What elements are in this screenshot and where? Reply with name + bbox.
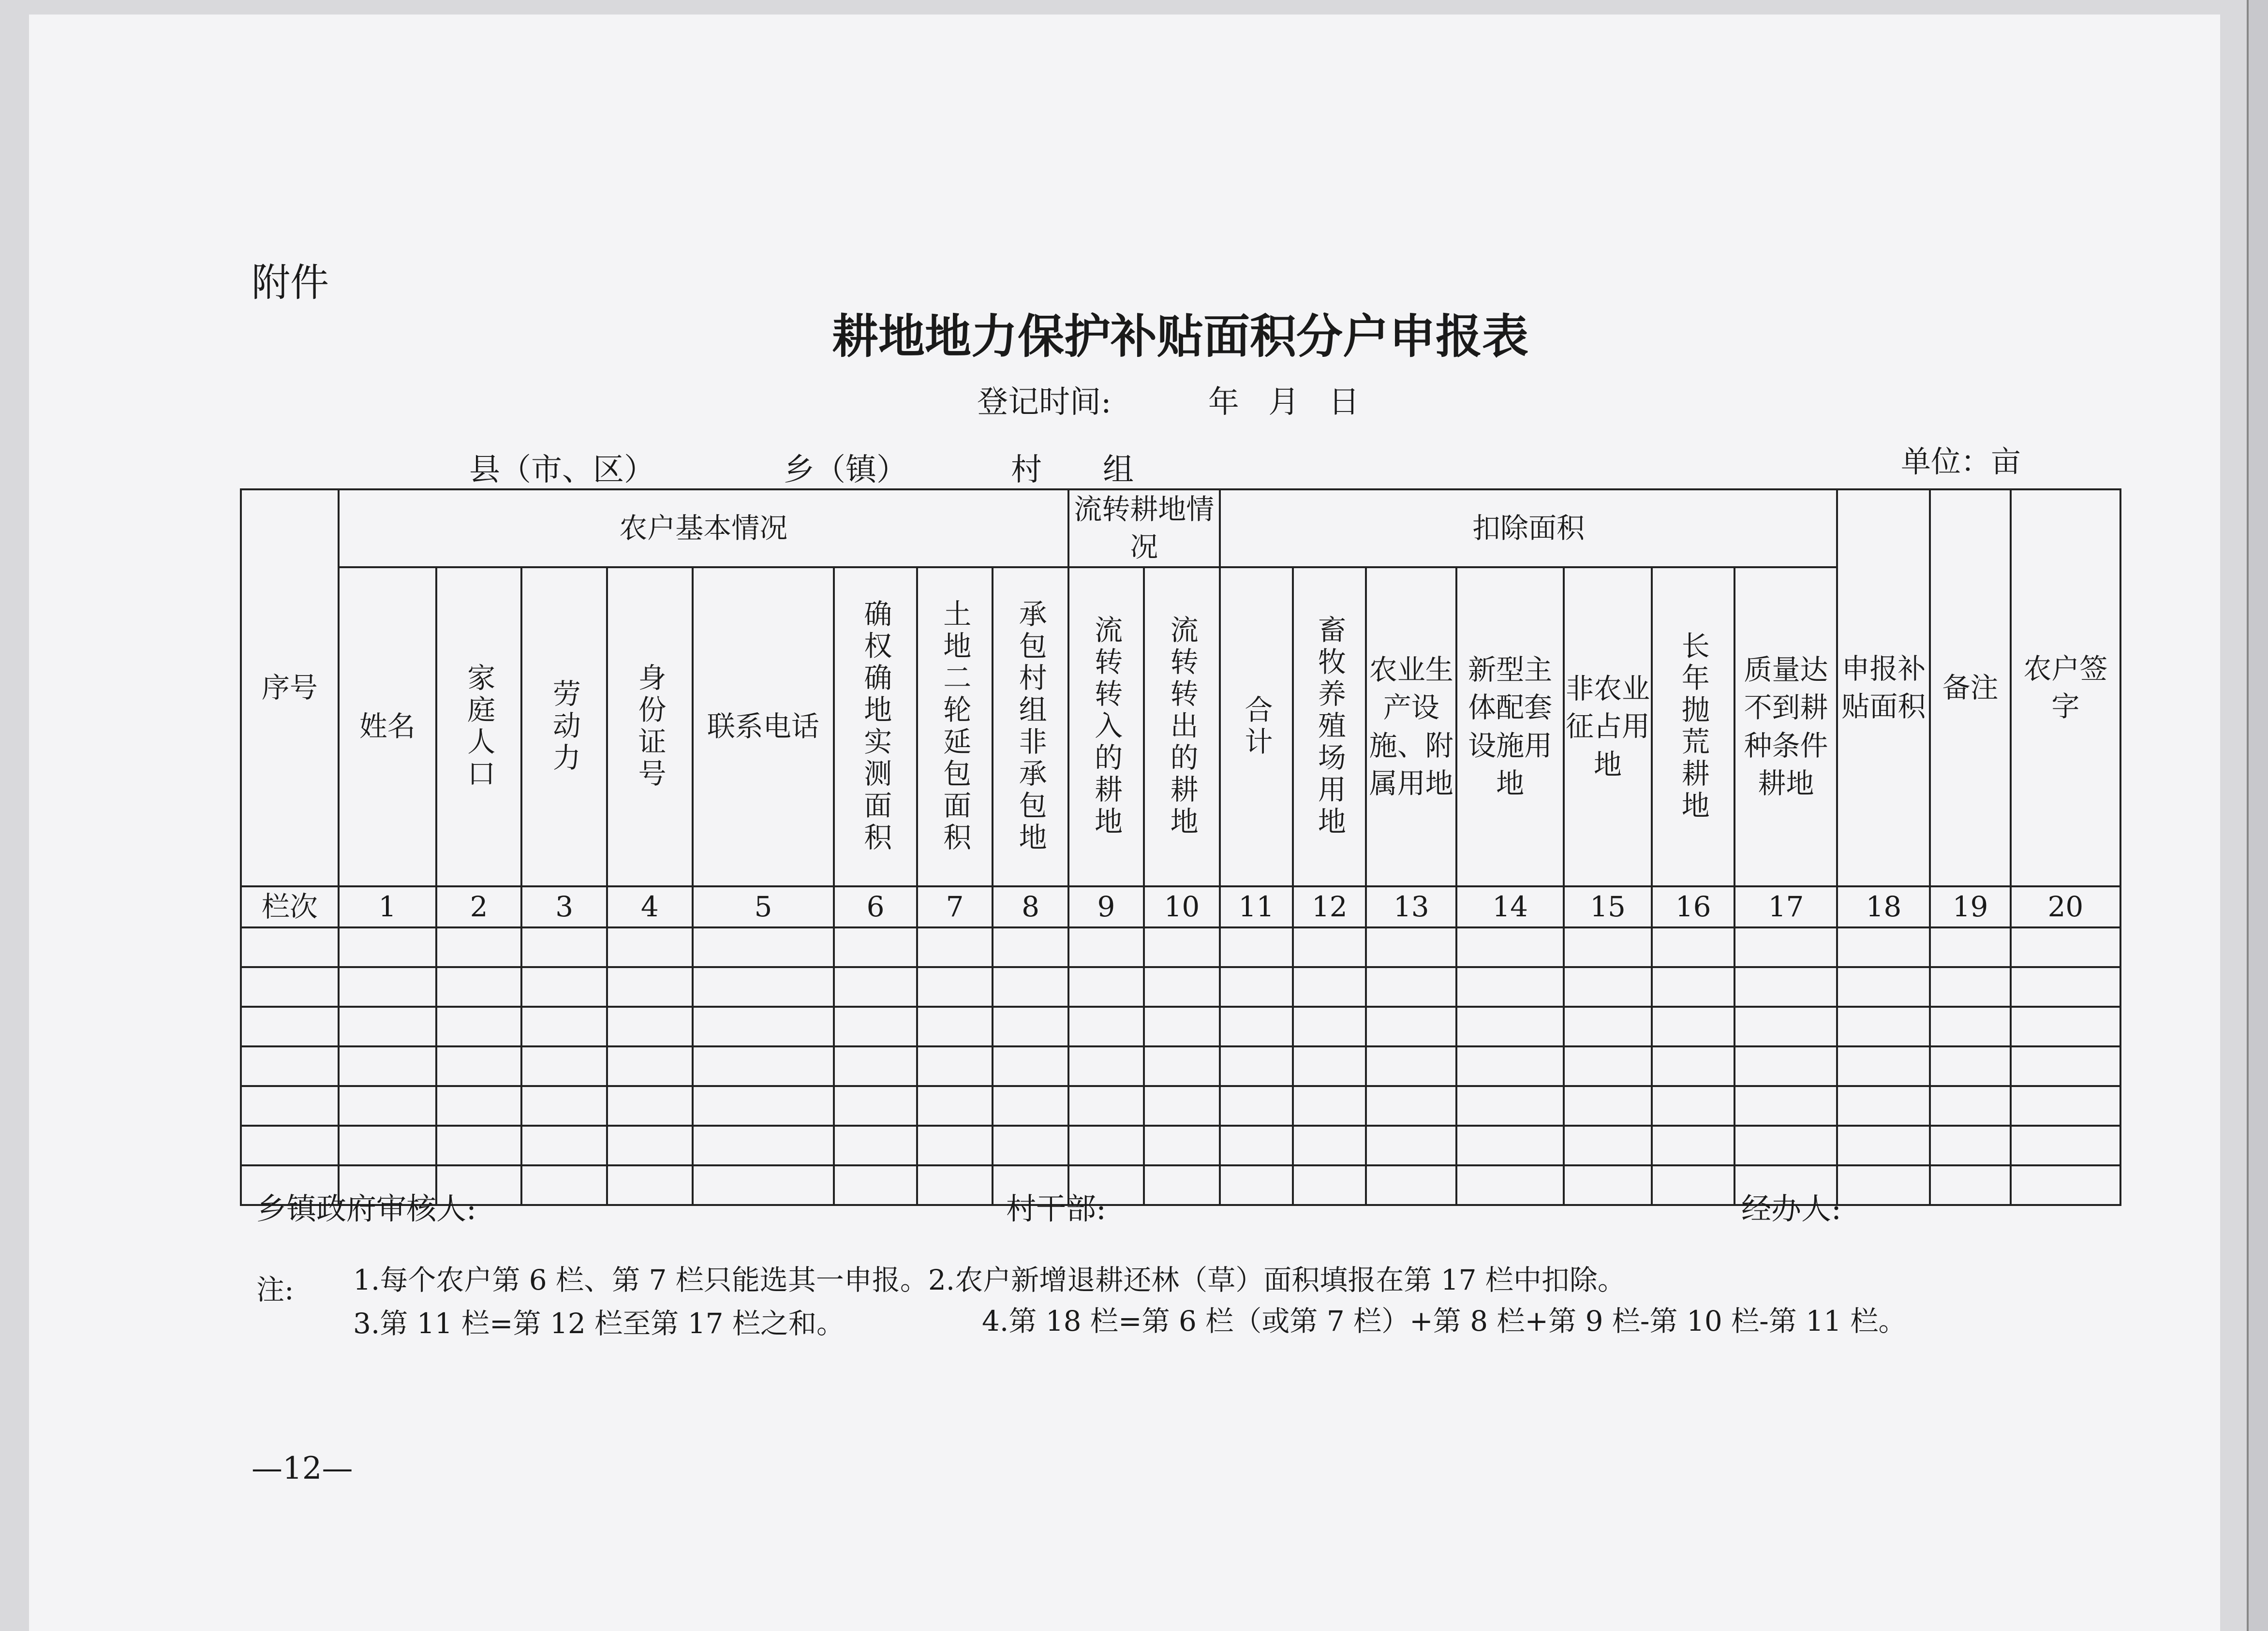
header-c16: 长年抛荒耕地 (1652, 567, 1735, 886)
table-cell (1293, 1046, 1366, 1086)
table-cell (1068, 1086, 1144, 1126)
township-label: 乡（镇） (784, 452, 907, 488)
table-cell (1144, 1165, 1219, 1205)
table-cell (1366, 1165, 1456, 1205)
table-cell (1366, 1126, 1456, 1165)
header-id: 身份证号 (607, 567, 693, 886)
header-name: 姓名 (339, 567, 436, 886)
table-cell (917, 1046, 993, 1086)
table-cell (1366, 1046, 1456, 1086)
table-cell (607, 967, 693, 1007)
table-cell (1220, 967, 1293, 1007)
table-cell (339, 1007, 436, 1046)
column-number: 4 (607, 886, 693, 927)
table-cell (1144, 1007, 1219, 1046)
table-cell (1456, 1046, 1564, 1086)
column-number: 7 (917, 886, 993, 927)
table-cell (1652, 1126, 1735, 1165)
register-month: 月 (1268, 384, 1300, 420)
table-cell (1456, 1086, 1564, 1126)
table-cell (1564, 1046, 1652, 1086)
header-c20: 农户签字 (2011, 489, 2120, 886)
table-cell (241, 1126, 339, 1165)
table-cell (436, 1007, 522, 1046)
table-cell (1652, 927, 1735, 967)
column-number: 6 (834, 886, 917, 927)
header-c14: 新型主体配套设施用地 (1456, 567, 1564, 886)
table-cell (1734, 967, 1837, 1007)
column-number: 20 (2011, 886, 2120, 927)
table-cell (339, 967, 436, 1007)
table-cell (1068, 1046, 1144, 1086)
table-cell (607, 1126, 693, 1165)
column-number: 17 (1734, 886, 1837, 927)
group-header-transfer: 流转耕地情况 (1068, 489, 1220, 567)
header-phone: 联系电话 (693, 567, 834, 886)
table-cell (1068, 1126, 1144, 1165)
table-cell (1837, 1086, 1930, 1126)
table-cell (607, 1086, 693, 1126)
table-cell (521, 967, 607, 1007)
table-cell (1220, 927, 1293, 967)
table-cell (2011, 967, 2120, 1007)
table-cell (1144, 927, 1219, 967)
group-label: 组 (1103, 452, 1134, 488)
table-cell (339, 1086, 436, 1126)
village-label: 村 (1011, 452, 1042, 488)
table-cell (1366, 1086, 1456, 1126)
column-number: 14 (1456, 886, 1564, 927)
table-cell (1564, 967, 1652, 1007)
table-cell (1068, 1007, 1144, 1046)
header-family: 家庭人口 (436, 567, 522, 886)
village-cadre-label: 村干部: (1006, 1191, 1106, 1226)
table-cell (1293, 1086, 1366, 1126)
table-cell (693, 1165, 834, 1205)
table-cell (1930, 1086, 2011, 1126)
table-cell (2011, 927, 2120, 967)
table-cell (521, 1165, 607, 1205)
column-number: 3 (521, 886, 607, 927)
table-cell (1734, 927, 1837, 967)
table-cell (917, 967, 993, 1007)
table-row (241, 927, 2120, 967)
table-cell (1652, 1165, 1735, 1205)
table-cell (917, 1126, 993, 1165)
table-cell (917, 1086, 993, 1126)
table-cell (1837, 967, 1930, 1007)
table-cell (1652, 1007, 1735, 1046)
group-header-basic: 农户基本情况 (339, 489, 1068, 567)
table-cell (1144, 1126, 1219, 1165)
page-edge (2247, 0, 2268, 1631)
table-cell (834, 1086, 917, 1126)
column-number: 10 (1144, 886, 1219, 927)
column-number: 12 (1293, 886, 1366, 927)
table-cell (436, 967, 522, 1007)
table-cell (1930, 967, 2011, 1007)
register-year: 年 (1208, 384, 1239, 420)
table-row (241, 1046, 2120, 1086)
table-cell (834, 1165, 917, 1205)
column-number: 11 (1220, 886, 1293, 927)
table-cell (607, 927, 693, 967)
table-cell (521, 927, 607, 967)
table-cell (834, 1046, 917, 1086)
township-reviewer-label: 乡镇政府审核人: (256, 1191, 476, 1226)
table-cell (1734, 1046, 1837, 1086)
table-cell (1564, 1126, 1652, 1165)
table-cell (1293, 1165, 1366, 1205)
column-number: 1 (339, 886, 436, 927)
table-cell (1456, 927, 1564, 967)
table-cell (993, 967, 1068, 1007)
table-cell (693, 1046, 834, 1086)
table-cell (1837, 1126, 1930, 1165)
table-cell (1293, 967, 1366, 1007)
header-labor: 劳动力 (521, 567, 607, 886)
table-cell (1366, 1007, 1456, 1046)
table-cell (1220, 1046, 1293, 1086)
blank-rows (241, 927, 2120, 1205)
table-cell (521, 1126, 607, 1165)
table-cell (1564, 927, 1652, 967)
table-cell (693, 1126, 834, 1165)
column-number-label: 栏次 (241, 886, 339, 927)
handler-label: 经办人: (1741, 1191, 1841, 1226)
header-c15: 非农业征占用地 (1564, 567, 1652, 886)
table-cell (1068, 927, 1144, 967)
table-cell (1930, 1126, 2011, 1165)
table-cell (1456, 1126, 1564, 1165)
table-cell (1930, 1007, 2011, 1046)
table-cell (1734, 1086, 1837, 1126)
column-number: 2 (436, 886, 522, 927)
table-cell (1456, 967, 1564, 1007)
table-cell (1564, 1165, 1652, 1205)
register-time-label: 登记时间: (977, 384, 1112, 420)
table-cell (1734, 1007, 1837, 1046)
table-row (241, 1086, 2120, 1126)
note-line-2a: 3.第 11 栏=第 12 栏至第 17 栏之和。 (353, 1307, 845, 1340)
table-row (241, 1126, 2120, 1165)
table-cell (993, 927, 1068, 967)
table-cell (436, 1126, 522, 1165)
table-cell (1930, 927, 2011, 967)
table-cell (521, 1086, 607, 1126)
page-title: 耕地地力保护补贴面积分户申报表 (832, 309, 1528, 364)
header-c7: 土地二轮延包面积 (917, 567, 993, 886)
table-cell (1366, 967, 1456, 1007)
table-cell (1930, 1046, 2011, 1086)
table-cell (1144, 1046, 1219, 1086)
table-cell (1220, 1086, 1293, 1126)
column-number-row (241, 886, 2120, 927)
table-cell (693, 1086, 834, 1126)
note-line-1: 1.每个农户第 6 栏、第 7 栏只能选其一申报。2.农户新增退耕还林（草）面积填报在第 17 栏中扣除。 (353, 1264, 1626, 1296)
column-number: 19 (1930, 886, 2011, 927)
table-cell (607, 1046, 693, 1086)
table-cell (917, 927, 993, 967)
header-c11: 合计 (1220, 567, 1293, 886)
header-c18: 申报补贴面积 (1837, 489, 1930, 886)
table-cell (1220, 1165, 1293, 1205)
declaration-table (240, 488, 2121, 1206)
group-header-deduct: 扣除面积 (1220, 489, 1838, 567)
header-c8: 承包村组非承包地 (993, 567, 1068, 886)
table-cell (834, 927, 917, 967)
table-cell (1456, 1007, 1564, 1046)
header-c19: 备注 (1930, 489, 2011, 886)
table-cell (1220, 1126, 1293, 1165)
table-cell (1652, 1086, 1735, 1126)
table-cell (1837, 1007, 1930, 1046)
table-row (241, 967, 2120, 1007)
header-c17: 质量达不到耕种条件耕地 (1734, 567, 1837, 886)
column-number: 18 (1837, 886, 1930, 927)
table-cell (241, 927, 339, 967)
unit-label: 单位：亩 (1901, 444, 2021, 479)
table-cell (1930, 1165, 2011, 1205)
column-number: 15 (1564, 886, 1652, 927)
table-cell (241, 1086, 339, 1126)
table-cell (1652, 967, 1735, 1007)
register-time (977, 377, 1379, 422)
table-cell (1293, 1007, 1366, 1046)
table-cell (241, 967, 339, 1007)
table-cell (1144, 1086, 1219, 1126)
header-c12: 畜牧养殖场用地 (1293, 567, 1366, 886)
table-cell (693, 1007, 834, 1046)
table-cell (241, 1046, 339, 1086)
table-cell (241, 1007, 339, 1046)
table-cell (2011, 1086, 2120, 1126)
table-cell (339, 1046, 436, 1086)
column-number: 16 (1652, 886, 1735, 927)
table-cell (2011, 1126, 2120, 1165)
column-number: 9 (1068, 886, 1144, 927)
table-cell (1293, 927, 1366, 967)
notes-label: 注: (256, 1273, 294, 1306)
table-cell (993, 1046, 1068, 1086)
table-cell (436, 1086, 522, 1126)
table-cell (521, 1046, 607, 1086)
table-cell (2011, 1007, 2120, 1046)
table-cell (1220, 1007, 1293, 1046)
table-cell (2011, 1165, 2120, 1205)
table-cell (1293, 1126, 1366, 1165)
note-line-2b: 4.第 18 栏=第 6 栏（或第 7 栏）+第 8 栏+第 9 栏-第 10 栏-第 11 栏。 (982, 1305, 1907, 1337)
table-cell (1734, 1126, 1837, 1165)
table-cell (993, 1086, 1068, 1126)
header-seq: 序号 (241, 489, 339, 886)
table-cell (521, 1007, 607, 1046)
table-cell (1144, 967, 1219, 1007)
table-cell (1564, 1086, 1652, 1126)
table-cell (917, 1165, 993, 1205)
attachment-label: 附件 (252, 260, 329, 305)
register-day: 日 (1328, 384, 1360, 420)
header-c9: 流转转入的耕地 (1068, 567, 1144, 886)
table-cell (1564, 1007, 1652, 1046)
table-cell (436, 1046, 522, 1086)
table-cell (834, 1126, 917, 1165)
table-cell (1837, 1165, 1930, 1205)
column-number: 8 (993, 886, 1068, 927)
header-c6: 确权确地实测面积 (834, 567, 917, 886)
column-number: 5 (693, 886, 834, 927)
table-cell (917, 1007, 993, 1046)
table-cell (2011, 1046, 2120, 1086)
table-cell (1837, 1046, 1930, 1086)
table-cell (693, 967, 834, 1007)
header-c10: 流转转出的耕地 (1144, 567, 1219, 886)
table-cell (1652, 1046, 1735, 1086)
county-label: 县（市、区） (469, 452, 655, 488)
table-cell (436, 927, 522, 967)
page-number: —12— (252, 1451, 353, 1486)
table-cell (607, 1007, 693, 1046)
table-cell (993, 1007, 1068, 1046)
table-cell (693, 927, 834, 967)
table-cell (1456, 1165, 1564, 1205)
header-c13: 农业生产设施、附属用地 (1366, 567, 1456, 886)
table-cell (339, 927, 436, 967)
table-cell (607, 1165, 693, 1205)
table-cell (339, 1126, 436, 1165)
table-cell (834, 1007, 917, 1046)
table-cell (1068, 967, 1144, 1007)
table-cell (834, 967, 917, 1007)
table-cell (1366, 927, 1456, 967)
column-number: 13 (1366, 886, 1456, 927)
table-cell (1837, 927, 1930, 967)
table-cell (993, 1126, 1068, 1165)
table-row (241, 1007, 2120, 1046)
